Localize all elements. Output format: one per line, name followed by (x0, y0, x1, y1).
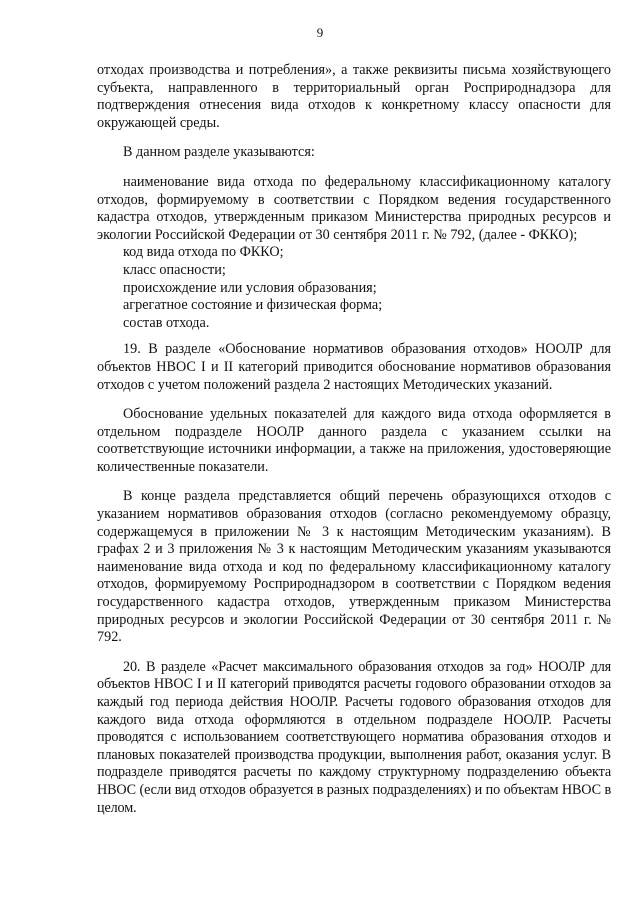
list-item-composition: состав отхода. (123, 314, 210, 331)
paragraph-item-19: 19. В разделе «Обоснование нормативов образования отходов» НООЛР для объектов НВОС I и II категорий приводится обоснование нормативов образования отходов с учетом положений раздела 2 настоящих Методических указаний. (97, 341, 611, 393)
document-body (97, 62, 611, 817)
paragraph-justification: Обоснование удельных показателей для каждого вида отхода оформляется в отдельном подразделе НООЛР данного раздела с указанием ссылки на соответствующие источники информации, а также на приложения, удостоверяющие количественные показатели. (97, 406, 611, 475)
list-item-waste-name: наименование вида отхода по федеральному классификационному каталогу отходов, формируемому в соответствии с Порядком ведения государственного кадастра отходов, утвержденным приказом Министерства природных ресурсов и экологии Российской Федерации от 30 сентября 2011 г. № 792, (далее - ФККО); (97, 173, 611, 243)
list-item-origin: происхождение или условия образования; (123, 279, 377, 296)
list-item-aggregate-state: агрегатное состояние и физическая форма; (123, 297, 383, 314)
paragraph-continuation: отходах производства и потребления», а также реквизиты письма хозяйствующего субъекта, направленного в территориальный орган Росприроднадзора для подтверждения отнесения вида отходов к конкретному классу опасности для окружающей среды. (97, 62, 611, 131)
paragraph-item-20: 20. В разделе «Расчет максимального образования отходов за год» НООЛР для объектов НВОС I и II категорий приводятся расчеты годового образовании отходов за каждый год периода действия НООЛР. Расчеты годового образования отходов для каждого вида отхода оформляются в отдельном подразделе НООЛР. Расчеты проводятся с использованием соответствующего норматива образования отходов и плановых показателей производства продукции, выполнения работ, оказания услуг. В подразделе приводятся расчеты по каждому структурному подразделению объекта НВОС (если вид отходов образуется в разных подразделениях) и по объектам НВОС в целом. (97, 658, 611, 816)
page-number: 9 (316, 25, 324, 40)
list-item-waste-code: код вида отхода по ФККО; (123, 244, 284, 261)
paragraph-section-intro: В данном разделе указываются: (123, 144, 315, 161)
list-item-hazard-class: класс опасности; (123, 261, 226, 278)
paragraph-waste-list: В конце раздела представляется общий перечень образующихся отходов с указанием нормативов образования отходов (согласно рекомендуемому образцу, содержащемуся в приложении № 3 к настоящим Методическим указаниям). В графах 2 и 3 приложения № 3 к настоящим Методическим указаниям указываются наименование вида отхода и код по федеральному классификационному каталогу отходов, формируемому Росприроднадзором в соответствии с Порядком ведения государственного кадастра отходов, утвержденным приказом Министерства природных ресурсов и экологии Российской Федерации от 30 сентября 2011 г. № 792. (97, 488, 611, 646)
